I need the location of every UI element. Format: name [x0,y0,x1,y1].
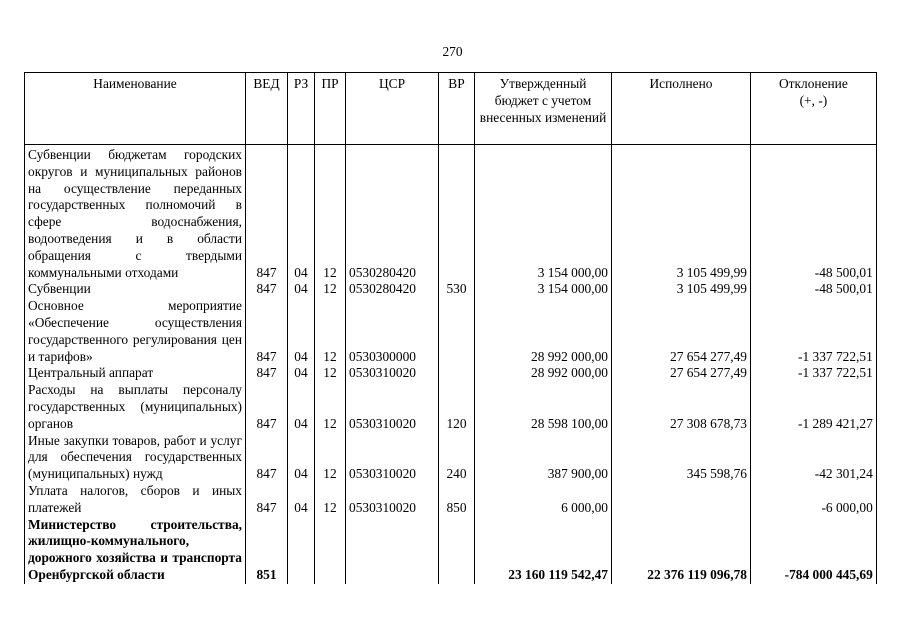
cell-ved: 847 [246,281,288,298]
budget-table [24,72,877,584]
cell-name: Центральный аппарат [25,365,246,382]
cell-name: Субвенции [25,281,246,298]
col-header-ved: ВЕД [246,73,288,145]
cell-pr: 12 [315,145,346,282]
cell-deviation: -48 500,01 [751,281,877,298]
table-header-row [25,73,877,145]
cell-name: Иные закупки товаров, работ и услуг для обеспечения государственных (муниципальных) нужд [25,433,246,483]
cell-vr: 240 [439,433,475,483]
cell-csr: 0530280420 [346,281,439,298]
col-header-pr: ПР [315,73,346,145]
cell-csr: 0530280420 [346,145,439,282]
cell-approved: 3 154 000,00 [475,145,612,282]
cell-name: Расходы на выплаты персоналу государственных (муниципальных) органов [25,382,246,432]
cell-pr: 12 [315,298,346,365]
cell-pr: 12 [315,483,346,517]
cell-ved: 847 [246,298,288,365]
table-row [25,517,877,584]
cell-deviation: -784 000 445,69 [751,517,877,584]
cell-name: Основное мероприятие «Обеспечение осуществления государственного регулирования цен и тарифов» [25,298,246,365]
table-row [25,382,877,432]
cell-deviation: -1 289 421,27 [751,382,877,432]
cell-rz: 04 [288,365,315,382]
cell-csr [346,517,439,584]
cell-vr: 530 [439,281,475,298]
cell-rz: 04 [288,433,315,483]
table-row [25,298,877,365]
cell-ved: 851 [246,517,288,584]
cell-approved: 28 992 000,00 [475,365,612,382]
col-header-csr: ЦСР [346,73,439,145]
cell-executed: 27 654 277,49 [612,365,751,382]
cell-vr [439,517,475,584]
cell-deviation: -1 337 722,51 [751,365,877,382]
cell-deviation: -6 000,00 [751,483,877,517]
cell-pr [315,517,346,584]
page-number: 270 [442,44,463,59]
cell-rz [288,517,315,584]
cell-name: Уплата налогов, сборов и иных платежей [25,483,246,517]
cell-deviation: -42 301,24 [751,433,877,483]
cell-executed: 27 308 678,73 [612,382,751,432]
cell-ved: 847 [246,433,288,483]
cell-csr: 0530310020 [346,382,439,432]
cell-approved: 387 900,00 [475,433,612,483]
table-row [25,433,877,483]
cell-csr: 0530310020 [346,433,439,483]
cell-deviation: -1 337 722,51 [751,298,877,365]
table-row [25,281,877,298]
cell-executed: 22 376 119 096,78 [612,517,751,584]
col-header-deviation: Отклонение (+, -) [751,73,877,145]
cell-vr [439,298,475,365]
cell-approved: 23 160 119 542,47 [475,517,612,584]
cell-vr [439,145,475,282]
cell-name: Министерство строительства, жилищно-коммунального, дорожного хозяйства и транспорта Оренбургской области [25,517,246,584]
col-header-executed: Исполнено [612,73,751,145]
cell-approved: 3 154 000,00 [475,281,612,298]
col-header-rz: РЗ [288,73,315,145]
cell-pr: 12 [315,433,346,483]
cell-executed: 3 105 499,99 [612,145,751,282]
cell-name: Субвенции бюджетам городских округов и муниципальных районов на осуществление переданных государственных полномочий в сфере водоснабжения, водоотведения и в области обращения с твердыми коммунальными отходами [25,145,246,282]
cell-pr: 12 [315,382,346,432]
cell-csr: 0530310020 [346,365,439,382]
cell-approved: 28 992 000,00 [475,298,612,365]
cell-deviation: -48 500,01 [751,145,877,282]
cell-ved: 847 [246,382,288,432]
cell-approved: 6 000,00 [475,483,612,517]
col-header-vr: ВР [439,73,475,145]
cell-rz: 04 [288,281,315,298]
cell-executed: 345 598,76 [612,433,751,483]
table-row [25,483,877,517]
cell-approved: 28 598 100,00 [475,382,612,432]
cell-rz: 04 [288,145,315,282]
cell-csr: 0530300000 [346,298,439,365]
cell-pr: 12 [315,365,346,382]
cell-executed: 3 105 499,99 [612,281,751,298]
cell-executed: 27 654 277,49 [612,298,751,365]
table-row [25,145,877,282]
cell-csr: 0530310020 [346,483,439,517]
cell-rz: 04 [288,298,315,365]
col-header-name: Наименование [25,73,246,145]
cell-executed [612,483,751,517]
cell-vr [439,365,475,382]
cell-ved: 847 [246,145,288,282]
cell-rz: 04 [288,483,315,517]
table-row [25,365,877,382]
cell-vr: 120 [439,382,475,432]
cell-rz: 04 [288,382,315,432]
cell-pr: 12 [315,281,346,298]
col-header-approved: Утвержденный бюджет с учетом внесенных изменений [475,73,612,145]
cell-ved: 847 [246,483,288,517]
cell-vr: 850 [439,483,475,517]
cell-ved: 847 [246,365,288,382]
